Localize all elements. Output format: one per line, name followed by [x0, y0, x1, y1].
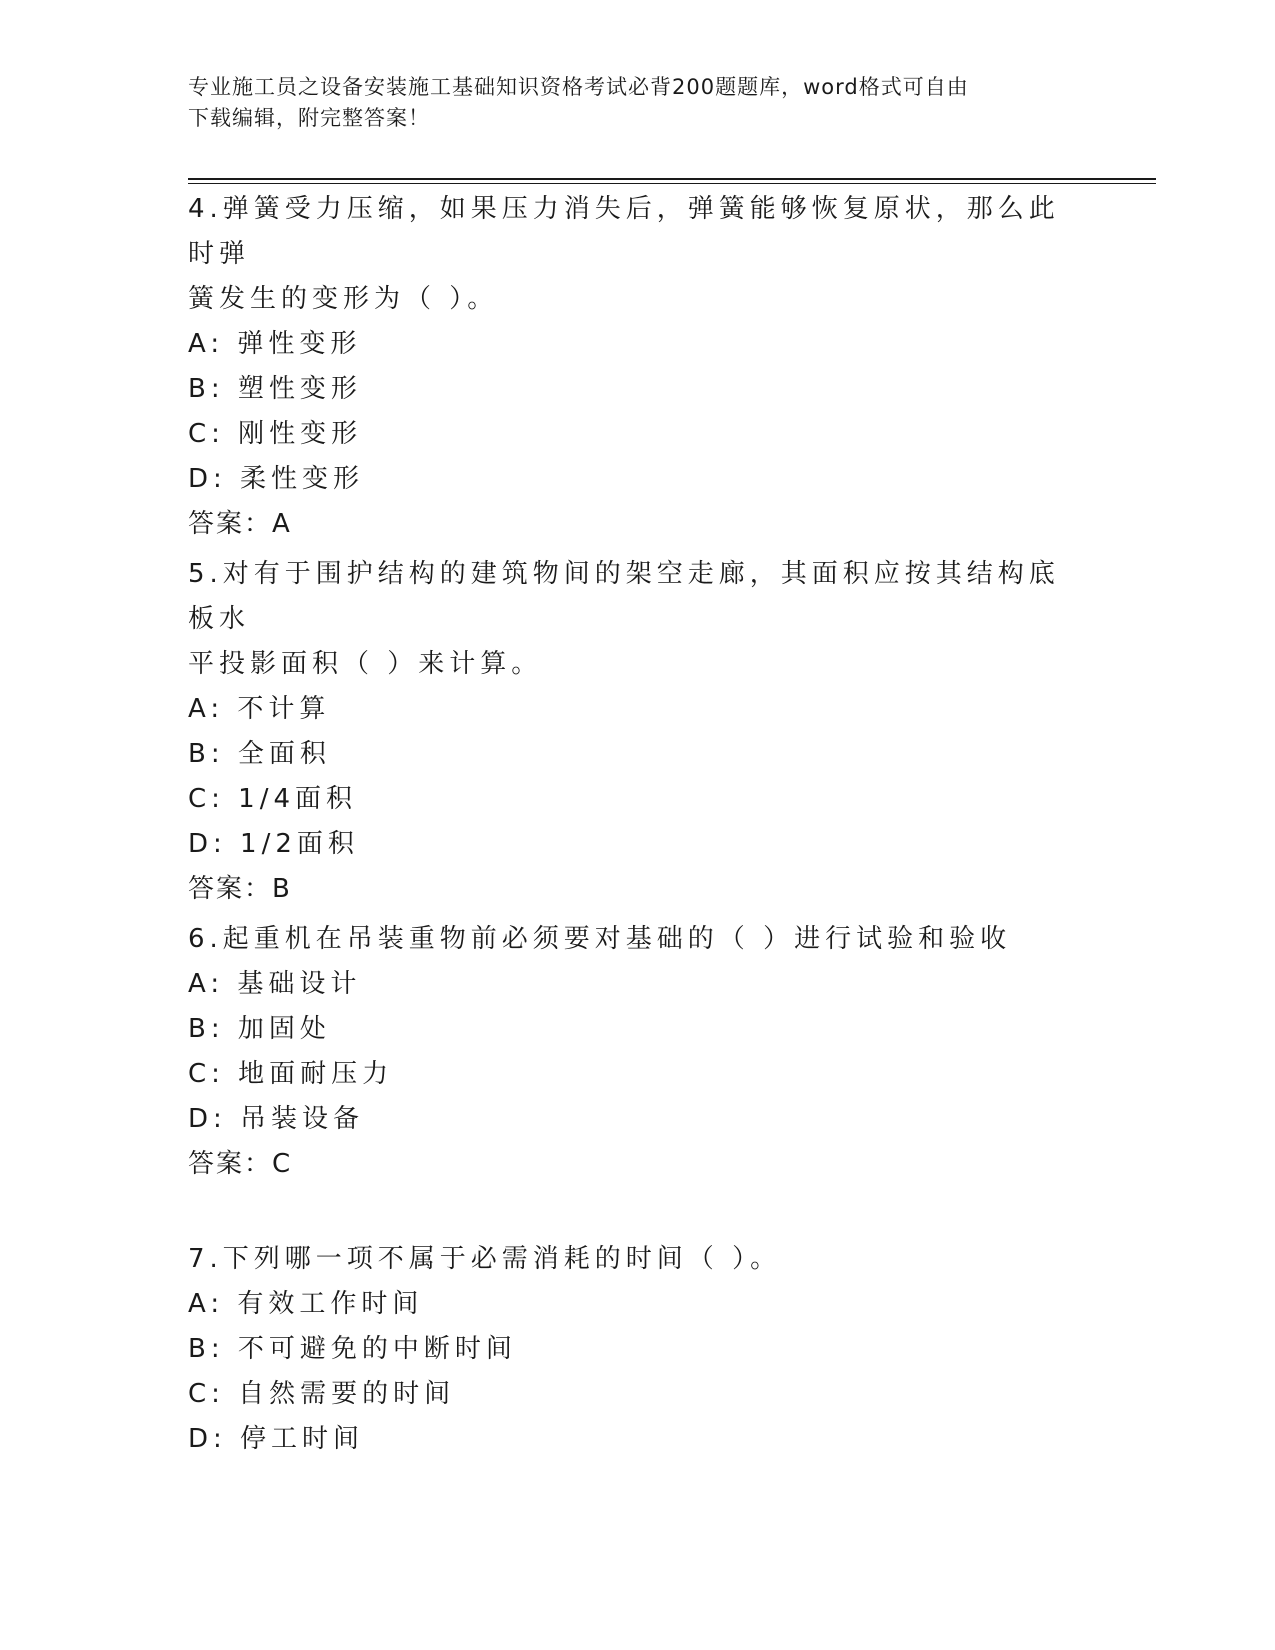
option-a: A: 有效工作时间 [188, 1289, 424, 1319]
answer: 答案：C [188, 1149, 293, 1179]
option-c: C: 地面耐压力 [188, 1059, 394, 1089]
option-d: D: 柔性变形 [188, 464, 365, 494]
question-stem-line-2: 簧发生的变形为（ ）。 [188, 284, 499, 314]
answer: 答案：A [188, 509, 292, 539]
answer: 答案：B [188, 874, 292, 904]
option-d: D: 吊装设备 [188, 1104, 365, 1134]
option-a: A: 基础设计 [188, 969, 362, 999]
document-header [188, 72, 1068, 134]
option-d: D: 1/2面积 [188, 829, 359, 859]
header-line-1: 专业施工员之设备安装施工基础知识资格考试必背200题题库，word格式可自由 [188, 75, 969, 99]
question-6 [188, 917, 1088, 1187]
option-b: B: 加固处 [188, 1014, 331, 1044]
question-7 [188, 1237, 1088, 1462]
option-b: B: 全面积 [188, 739, 331, 769]
question-5 [188, 552, 1088, 912]
header-divider-thin [188, 183, 1156, 184]
header-divider-thick [188, 178, 1156, 180]
option-d: D: 停工时间 [188, 1424, 365, 1454]
question-stem-line-2: 平投影面积（ ）来计算。 [188, 649, 543, 679]
option-b: B: 塑性变形 [188, 374, 362, 404]
question-stem-line-1: 6.起重机在吊装重物前必须要对基础的（ ）进行试验和验收 [188, 924, 1012, 954]
option-a: A: 弹性变形 [188, 329, 362, 359]
option-c: C: 自然需要的时间 [188, 1379, 456, 1409]
question-stem-line-1: 4.弹簧受力压缩，如果压力消失后，弹簧能够恢复原状，那么此时弹 [188, 194, 1060, 269]
question-stem-line-1: 7.下列哪一项不属于必需消耗的时间（ ）。 [188, 1244, 782, 1274]
option-b: B: 不可避免的中断时间 [188, 1334, 517, 1364]
header-line-2: 下载编辑，附完整答案！ [188, 106, 430, 130]
question-stem-line-1: 5.对有于围护结构的建筑物间的架空走廊，其面积应按其结构底板水 [188, 559, 1060, 634]
option-a: A: 不计算 [188, 694, 331, 724]
question-4 [188, 187, 1088, 547]
option-c: C: 1/4面积 [188, 784, 358, 814]
option-c: C: 刚性变形 [188, 419, 363, 449]
